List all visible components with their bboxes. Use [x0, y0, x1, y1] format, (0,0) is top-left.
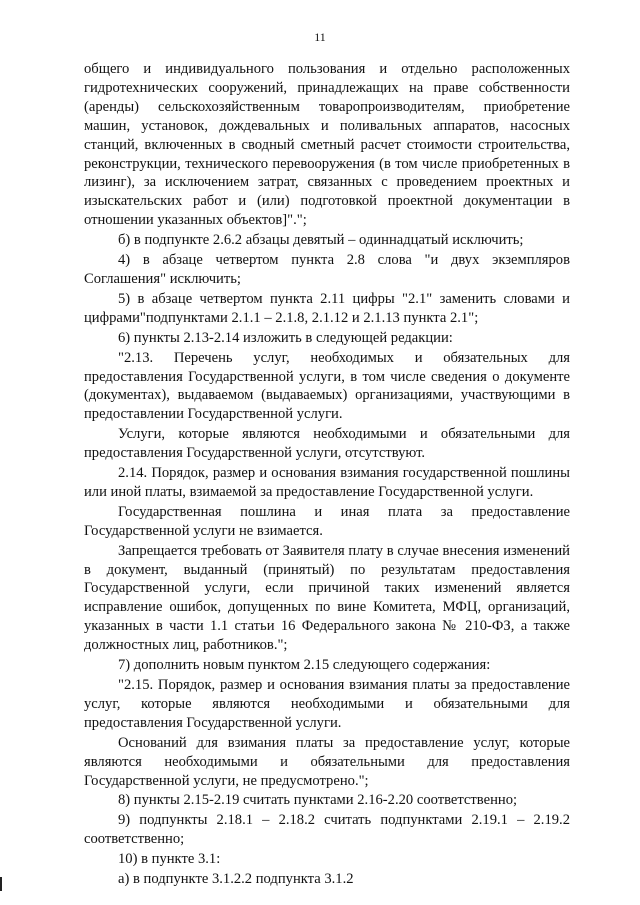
paragraph-17: а) в подпункте 3.1.2.2 подпункта 3.1.2: [118, 871, 354, 888]
paragraph-15: 9) подпункты 2.18.1 – 2.18.2 считать подпунктами 2.19.1 – 2.19.2 соответственно;: [84, 812, 570, 848]
paragraph-12: "2.15. Порядок, размер и основания взимания платы за предоставление услуг, которые являются необходимыми и обязательными для предоставления Государственной услуги.: [84, 677, 570, 731]
paragraph-11: 7) дополнить новым пунктом 2.15 следующего содержания:: [118, 657, 491, 674]
paragraph-5: 6) пункты 2.13-2.14 изложить в следующей редакции:: [118, 329, 453, 346]
paragraph-1: общего и индивидуального пользования и отдельно расположенных гидротехнических сооружений, принадлежащих на праве собственности (аренды) сельскохозяйственным товаропроизводителям, приобретение машин, установок, дождевальных и поливальных аппаратов, насосных станций, включенных в сводный сметный расчет стоимости строительства, реконструкции, технического перевооружения (в том числе приобретенных в лизинг), за исключением затрат, связанных с проведением проектных и изыскательских работ и (или) подготовкой проектной документации в отношении указанных объектов]".";: [84, 61, 570, 229]
page-number: 11: [314, 30, 326, 44]
paragraph-14: 8) пункты 2.15-2.19 считать пунктами 2.16-2.20 соответственно;: [118, 792, 518, 809]
paragraph-9: Государственная пошлина и иная плата за предоставление Государственной услуги не взимается.: [84, 503, 570, 539]
paragraph-3: 4) в абзаце четвертом пункта 2.8 слова "и двух экземпляров Соглашения" исключить;: [84, 252, 570, 287]
paragraph-13: Оснований для взимания платы за предоставление услуг, которые являются необходимыми и обязательными для предоставления Государственной услуги, не предусмотрено.";: [84, 734, 570, 789]
scan-margin-mark: [0, 877, 2, 891]
paragraph-6: "2.13. Перечень услуг, необходимых и обязательных для предоставления Государственной услуги, в том числе сведения о документе (документах), выдаваемом (выдаваемых) организациями, участвующими в предоставлении Государственной услуги.: [84, 349, 570, 423]
paragraph-10: Запрещается требовать от Заявителя плату в случае внесения изменений в документ, выданный (принятый) по результатам предоставления Государственной услуги, если причиной таких изменений является исправление ошибок, допущенных по вине Комитета, МФЦ, организаций, указанных в части 1.1 статьи 16 Федерального закона № 210-ФЗ, а также должностных лиц, работников.";: [84, 542, 570, 654]
paragraph-8: 2.14. Порядок, размер и основания взимания государственной пошлины или иной платы, взимаемой за предоставление Государственной услуги.: [84, 465, 570, 500]
document-body: [84, 60, 570, 889]
paragraph-2: б) в подпункте 2.6.2 абзацы девятый – одиннадцатый исключить;: [118, 232, 524, 249]
paragraph-4: 5) в абзаце четвертом пункта 2.11 цифры "2.1" заменить словами и цифрами"подпунктами 2.1.1 – 2.1.8, 2.1.12 и 2.1.13 пункта 2.1";: [84, 290, 570, 326]
paragraph-16: 10) в пункте 3.1:: [118, 851, 221, 868]
paragraph-7: Услуги, которые являются необходимыми и обязательными для предоставления Государственной услуги, отсутствуют.: [84, 426, 570, 462]
